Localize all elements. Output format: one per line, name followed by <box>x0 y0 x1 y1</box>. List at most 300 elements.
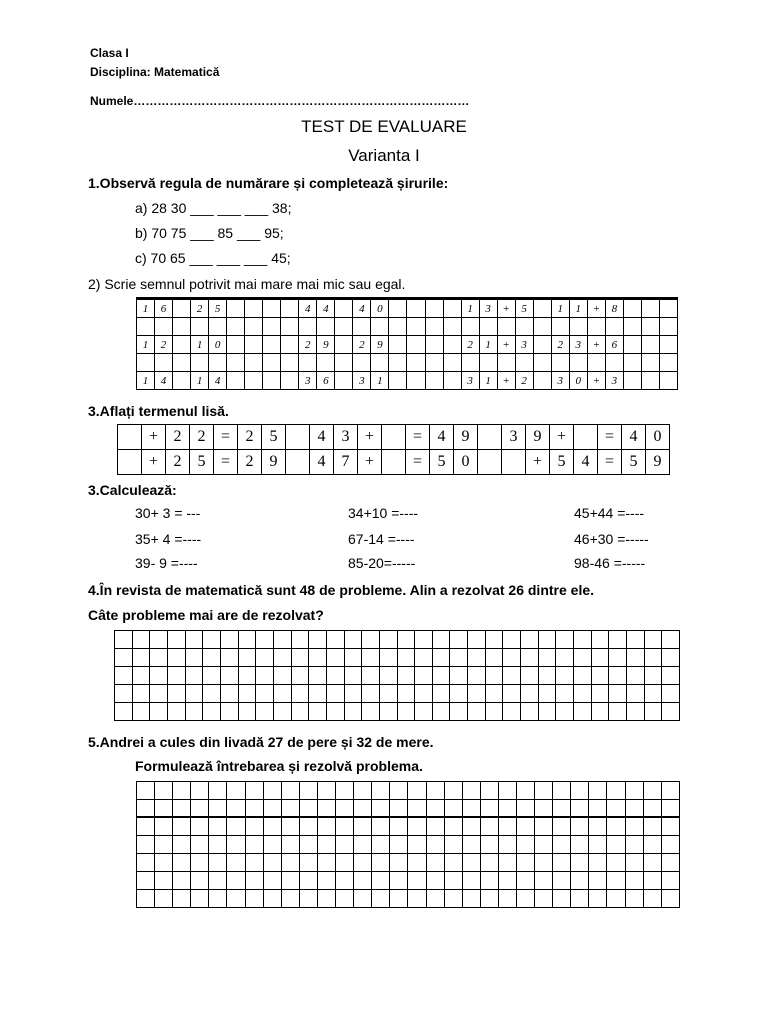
grid-cell[interactable] <box>137 318 155 336</box>
grid-cell[interactable] <box>589 836 607 854</box>
grid-cell[interactable] <box>623 300 641 318</box>
grid-cell[interactable] <box>354 836 372 854</box>
grid-cell[interactable] <box>589 800 607 818</box>
grid-cell[interactable] <box>286 425 310 450</box>
grid-cell[interactable] <box>556 703 574 721</box>
grid-cell[interactable] <box>625 854 643 872</box>
grid-cell[interactable] <box>468 667 486 685</box>
grid-cell[interactable] <box>132 631 150 649</box>
grid-cell[interactable] <box>372 800 390 818</box>
grid-cell[interactable] <box>209 800 227 818</box>
grid-cell[interactable] <box>326 631 344 649</box>
grid-cell[interactable] <box>432 667 450 685</box>
grid-cell[interactable] <box>643 890 661 908</box>
grid-cell[interactable] <box>643 836 661 854</box>
grid-cell[interactable] <box>444 836 462 854</box>
grid-cell[interactable] <box>444 872 462 890</box>
grid-cell[interactable] <box>353 318 371 336</box>
grid-cell[interactable] <box>299 836 317 854</box>
grid-cell[interactable] <box>643 872 661 890</box>
grid-cell[interactable] <box>641 372 659 390</box>
grid-cell[interactable] <box>408 890 426 908</box>
grid-cell[interactable] <box>209 318 227 336</box>
grid-cell[interactable] <box>209 818 227 836</box>
grid-cell[interactable] <box>408 818 426 836</box>
grid-cell[interactable] <box>353 354 371 372</box>
grid-cell[interactable] <box>498 836 516 854</box>
grid-cell[interactable] <box>425 372 443 390</box>
grid-cell[interactable] <box>173 872 191 890</box>
grid-cell[interactable] <box>118 425 142 450</box>
grid-cell[interactable] <box>336 854 354 872</box>
grid-cell[interactable] <box>589 890 607 908</box>
grid-cell[interactable] <box>569 354 587 372</box>
grid-cell[interactable] <box>625 800 643 818</box>
grid-cell[interactable] <box>191 318 209 336</box>
grid-cell[interactable] <box>574 667 592 685</box>
grid-cell[interactable] <box>238 703 256 721</box>
grid-cell[interactable] <box>372 890 390 908</box>
grid-cell[interactable] <box>390 800 408 818</box>
grid-cell[interactable] <box>155 836 173 854</box>
grid-cell[interactable] <box>607 800 625 818</box>
grid-cell[interactable] <box>485 631 503 649</box>
grid-cell[interactable] <box>609 649 627 667</box>
grid-cell[interactable] <box>390 890 408 908</box>
grid-cell[interactable] <box>462 836 480 854</box>
grid-cell[interactable] <box>191 800 209 818</box>
grid-cell[interactable] <box>444 782 462 800</box>
grid-cell[interactable] <box>553 872 571 890</box>
grid-cell[interactable] <box>317 318 335 336</box>
grid-cell[interactable] <box>533 300 551 318</box>
grid-cell[interactable] <box>426 890 444 908</box>
grid-cell[interactable] <box>644 649 662 667</box>
grid-cell[interactable] <box>227 372 245 390</box>
grid-cell[interactable] <box>317 872 335 890</box>
grid-cell[interactable] <box>362 685 380 703</box>
grid-cell[interactable] <box>371 354 389 372</box>
grid-cell[interactable] <box>480 818 498 836</box>
grid-cell[interactable] <box>336 890 354 908</box>
grid-cell[interactable] <box>515 354 533 372</box>
grid-cell[interactable] <box>607 890 625 908</box>
grid-cell[interactable] <box>220 703 238 721</box>
grid-cell[interactable] <box>479 318 497 336</box>
grid-cell[interactable] <box>167 667 185 685</box>
grid-cell[interactable] <box>607 854 625 872</box>
grid-cell[interactable] <box>587 318 605 336</box>
grid-cell[interactable] <box>432 649 450 667</box>
grid-cell[interactable] <box>336 800 354 818</box>
grid-cell[interactable] <box>150 685 168 703</box>
grid-cell[interactable] <box>662 631 680 649</box>
grid-cell[interactable] <box>609 703 627 721</box>
grid-cell[interactable] <box>245 318 263 336</box>
grid-cell[interactable] <box>281 372 299 390</box>
grid-cell[interactable] <box>379 703 397 721</box>
grid-cell[interactable] <box>478 450 502 475</box>
grid-cell[interactable] <box>173 854 191 872</box>
grid-cell[interactable] <box>372 872 390 890</box>
grid-cell[interactable] <box>574 703 592 721</box>
grid-cell[interactable] <box>641 336 659 354</box>
grid-cell[interactable] <box>426 872 444 890</box>
grid-cell[interactable] <box>485 703 503 721</box>
grid-cell[interactable] <box>443 372 461 390</box>
grid-cell[interactable] <box>443 354 461 372</box>
grid-cell[interactable] <box>118 450 142 475</box>
grid-cell[interactable] <box>203 703 221 721</box>
grid-cell[interactable] <box>480 782 498 800</box>
grid-cell[interactable] <box>379 631 397 649</box>
grid-cell[interactable] <box>191 354 209 372</box>
grid-cell[interactable] <box>497 318 515 336</box>
grid-cell[interactable] <box>478 425 502 450</box>
grid-cell[interactable] <box>480 836 498 854</box>
grid-cell[interactable] <box>516 890 534 908</box>
grid-cell[interactable] <box>627 685 645 703</box>
grid-cell[interactable] <box>641 354 659 372</box>
grid-cell[interactable] <box>185 649 203 667</box>
grid-cell[interactable] <box>533 336 551 354</box>
grid-cell[interactable] <box>336 782 354 800</box>
grid-cell[interactable] <box>317 890 335 908</box>
grid-cell[interactable] <box>535 818 553 836</box>
grid-cell[interactable] <box>256 685 274 703</box>
grid-cell[interactable] <box>571 836 589 854</box>
grid-cell[interactable] <box>309 631 327 649</box>
grid-cell[interactable] <box>407 336 425 354</box>
grid-cell[interactable] <box>167 703 185 721</box>
grid-cell[interactable] <box>521 703 539 721</box>
grid-cell[interactable] <box>498 854 516 872</box>
grid-cell[interactable] <box>569 318 587 336</box>
grid-cell[interactable] <box>227 318 245 336</box>
grid-cell[interactable] <box>263 354 281 372</box>
grid-cell[interactable] <box>273 649 291 667</box>
grid-cell[interactable] <box>408 782 426 800</box>
grid-cell[interactable] <box>625 818 643 836</box>
grid-cell[interactable] <box>450 631 468 649</box>
grid-cell[interactable] <box>425 318 443 336</box>
grid-cell[interactable] <box>150 703 168 721</box>
grid-cell[interactable] <box>444 890 462 908</box>
grid-cell[interactable] <box>643 782 661 800</box>
grid-cell[interactable] <box>661 782 679 800</box>
grid-cell[interactable] <box>432 685 450 703</box>
grid-cell[interactable] <box>389 354 407 372</box>
grid-cell[interactable] <box>281 300 299 318</box>
grid-cell[interactable] <box>468 631 486 649</box>
grid-cell[interactable] <box>273 667 291 685</box>
grid-cell[interactable] <box>150 667 168 685</box>
grid-cell[interactable] <box>450 703 468 721</box>
grid-cell[interactable] <box>390 872 408 890</box>
grid-cell[interactable] <box>607 782 625 800</box>
grid-cell[interactable] <box>173 890 191 908</box>
grid-cell[interactable] <box>227 890 245 908</box>
grid-cell[interactable] <box>521 649 539 667</box>
grid-cell[interactable] <box>426 818 444 836</box>
grid-cell[interactable] <box>379 649 397 667</box>
grid-cell[interactable] <box>415 667 433 685</box>
grid-cell[interactable] <box>605 318 623 336</box>
grid-cell[interactable] <box>173 318 191 336</box>
grid-cell[interactable] <box>173 336 191 354</box>
grid-cell[interactable] <box>553 890 571 908</box>
grid-cell[interactable] <box>659 336 677 354</box>
grid-cell[interactable] <box>309 703 327 721</box>
grid-cell[interactable] <box>389 300 407 318</box>
grid-cell[interactable] <box>444 854 462 872</box>
grid-cell[interactable] <box>137 354 155 372</box>
grid-cell[interactable] <box>503 631 521 649</box>
grid-cell[interactable] <box>173 372 191 390</box>
grid-cell[interactable] <box>627 649 645 667</box>
grid-cell[interactable] <box>238 649 256 667</box>
grid-cell[interactable] <box>137 890 155 908</box>
grid-cell[interactable] <box>256 649 274 667</box>
grid-cell[interactable] <box>191 890 209 908</box>
grid-cell[interactable] <box>317 782 335 800</box>
grid-cell[interactable] <box>607 872 625 890</box>
grid-cell[interactable] <box>462 800 480 818</box>
grid-cell[interactable] <box>227 354 245 372</box>
grid-cell[interactable] <box>662 685 680 703</box>
grid-cell[interactable] <box>291 703 309 721</box>
grid-cell[interactable] <box>589 818 607 836</box>
grid-cell[interactable] <box>571 800 589 818</box>
grid-cell[interactable] <box>623 336 641 354</box>
grid-cell[interactable] <box>450 685 468 703</box>
grid-cell[interactable] <box>533 318 551 336</box>
grid-cell[interactable] <box>390 782 408 800</box>
grid-cell[interactable] <box>281 872 299 890</box>
grid-cell[interactable] <box>245 300 263 318</box>
grid-cell[interactable] <box>115 649 133 667</box>
grid-cell[interactable] <box>209 354 227 372</box>
grid-cell[interactable] <box>115 703 133 721</box>
grid-cell[interactable] <box>643 854 661 872</box>
grid-cell[interactable] <box>155 782 173 800</box>
grid-cell[interactable] <box>571 854 589 872</box>
grid-cell[interactable] <box>553 818 571 836</box>
grid-cell[interactable] <box>498 890 516 908</box>
grid-cell[interactable] <box>623 354 641 372</box>
grid-cell[interactable] <box>245 336 263 354</box>
grid-cell[interactable] <box>502 450 526 475</box>
grid-cell[interactable] <box>533 354 551 372</box>
grid-cell[interactable] <box>336 836 354 854</box>
grid-cell[interactable] <box>462 854 480 872</box>
grid-cell[interactable] <box>263 300 281 318</box>
grid-cell[interactable] <box>535 890 553 908</box>
grid-cell[interactable] <box>661 818 679 836</box>
grid-cell[interactable] <box>273 631 291 649</box>
grid-cell[interactable] <box>185 685 203 703</box>
grid-cell[interactable] <box>317 818 335 836</box>
grid-cell[interactable] <box>538 631 556 649</box>
grid-cell[interactable] <box>641 318 659 336</box>
grid-cell[interactable] <box>137 818 155 836</box>
grid-cell[interactable] <box>209 854 227 872</box>
grid-cell[interactable] <box>498 782 516 800</box>
grid-cell[interactable] <box>444 800 462 818</box>
grid-cell[interactable] <box>132 667 150 685</box>
grid-cell[interactable] <box>132 703 150 721</box>
grid-cell[interactable] <box>591 631 609 649</box>
grid-cell[interactable] <box>591 685 609 703</box>
grid-cell[interactable] <box>661 800 679 818</box>
grid-cell[interactable] <box>516 800 534 818</box>
grid-cell[interactable] <box>479 354 497 372</box>
grid-cell[interactable] <box>209 890 227 908</box>
grid-cell[interactable] <box>389 336 407 354</box>
grid-cell[interactable] <box>556 631 574 649</box>
grid-cell[interactable] <box>432 703 450 721</box>
grid-cell[interactable] <box>553 782 571 800</box>
grid-cell[interactable] <box>571 818 589 836</box>
grid-cell[interactable] <box>571 782 589 800</box>
grid-cell[interactable] <box>571 872 589 890</box>
grid-cell[interactable] <box>556 667 574 685</box>
grid-cell[interactable] <box>415 703 433 721</box>
grid-cell[interactable] <box>661 890 679 908</box>
grid-cell[interactable] <box>344 703 362 721</box>
grid-cell[interactable] <box>299 890 317 908</box>
grid-cell[interactable] <box>263 800 281 818</box>
grid-cell[interactable] <box>203 631 221 649</box>
grid-cell[interactable] <box>379 667 397 685</box>
grid-cell[interactable] <box>245 836 263 854</box>
grid-cell[interactable] <box>227 782 245 800</box>
grid-cell[interactable] <box>245 818 263 836</box>
grid-cell[interactable] <box>556 649 574 667</box>
grid-cell[interactable] <box>344 667 362 685</box>
grid-cell[interactable] <box>227 818 245 836</box>
grid-cell[interactable] <box>335 354 353 372</box>
grid-cell[interactable] <box>299 872 317 890</box>
grid-cell[interactable] <box>485 685 503 703</box>
grid-cell[interactable] <box>281 354 299 372</box>
grid-cell[interactable] <box>256 703 274 721</box>
grid-cell[interactable] <box>354 872 372 890</box>
grid-cell[interactable] <box>173 354 191 372</box>
grid-cell[interactable] <box>335 300 353 318</box>
grid-cell[interactable] <box>516 782 534 800</box>
grid-cell[interactable] <box>503 685 521 703</box>
grid-cell[interactable] <box>227 300 245 318</box>
grid-cell[interactable] <box>625 836 643 854</box>
grid-cell[interactable] <box>659 354 677 372</box>
grid-cell[interactable] <box>326 649 344 667</box>
grid-cell[interactable] <box>227 872 245 890</box>
grid-cell[interactable] <box>661 872 679 890</box>
grid-cell[interactable] <box>309 649 327 667</box>
grid-cell[interactable] <box>326 703 344 721</box>
grid-cell[interactable] <box>227 336 245 354</box>
grid-cell[interactable] <box>286 450 310 475</box>
grid-cell[interactable] <box>155 354 173 372</box>
grid-cell[interactable] <box>408 854 426 872</box>
grid-cell[interactable] <box>203 685 221 703</box>
grid-cell[interactable] <box>209 836 227 854</box>
grid-cell[interactable] <box>291 631 309 649</box>
grid-cell[interactable] <box>591 649 609 667</box>
grid-cell[interactable] <box>132 685 150 703</box>
grid-cell[interactable] <box>173 300 191 318</box>
grid-cell[interactable] <box>291 649 309 667</box>
grid-cell[interactable] <box>571 890 589 908</box>
grid-cell[interactable] <box>372 854 390 872</box>
grid-cell[interactable] <box>450 649 468 667</box>
grid-cell[interactable] <box>335 372 353 390</box>
grid-cell[interactable] <box>521 667 539 685</box>
grid-cell[interactable] <box>538 667 556 685</box>
grid-cell[interactable] <box>191 854 209 872</box>
grid-cell[interactable] <box>627 667 645 685</box>
grid-cell[interactable] <box>591 667 609 685</box>
grid-cell[interactable] <box>371 318 389 336</box>
grid-cell[interactable] <box>623 372 641 390</box>
grid-cell[interactable] <box>309 685 327 703</box>
grid-cell[interactable] <box>185 703 203 721</box>
grid-cell[interactable] <box>425 300 443 318</box>
grid-cell[interactable] <box>256 631 274 649</box>
grid-cell[interactable] <box>354 890 372 908</box>
grid-cell[interactable] <box>538 649 556 667</box>
grid-cell[interactable] <box>426 782 444 800</box>
grid-cell[interactable] <box>516 854 534 872</box>
grid-cell[interactable] <box>627 703 645 721</box>
grid-cell[interactable] <box>468 649 486 667</box>
grid-cell[interactable] <box>426 836 444 854</box>
grid-cell[interactable] <box>220 685 238 703</box>
grid-cell[interactable] <box>397 631 415 649</box>
grid-cell[interactable] <box>191 872 209 890</box>
grid-cell[interactable] <box>443 300 461 318</box>
grid-cell[interactable] <box>372 818 390 836</box>
grid-cell[interactable] <box>661 854 679 872</box>
grid-cell[interactable] <box>390 818 408 836</box>
grid-cell[interactable] <box>407 372 425 390</box>
grid-cell[interactable] <box>641 300 659 318</box>
grid-cell[interactable] <box>336 872 354 890</box>
grid-cell[interactable] <box>362 667 380 685</box>
grid-cell[interactable] <box>344 631 362 649</box>
grid-cell[interactable] <box>589 782 607 800</box>
grid-cell[interactable] <box>609 667 627 685</box>
grid-cell[interactable] <box>245 800 263 818</box>
grid-cell[interactable] <box>605 354 623 372</box>
grid-cell[interactable] <box>643 818 661 836</box>
grid-cell[interactable] <box>132 649 150 667</box>
grid-cell[interactable] <box>317 800 335 818</box>
grid-cell[interactable] <box>173 818 191 836</box>
grid-cell[interactable] <box>317 354 335 372</box>
grid-cell[interactable] <box>553 854 571 872</box>
grid-cell[interactable] <box>238 685 256 703</box>
grid-cell[interactable] <box>220 667 238 685</box>
grid-cell[interactable] <box>245 782 263 800</box>
grid-cell[interactable] <box>407 354 425 372</box>
grid-cell[interactable] <box>462 782 480 800</box>
grid-cell[interactable] <box>462 818 480 836</box>
grid-cell[interactable] <box>556 685 574 703</box>
grid-cell[interactable] <box>263 782 281 800</box>
grid-cell[interactable] <box>625 782 643 800</box>
